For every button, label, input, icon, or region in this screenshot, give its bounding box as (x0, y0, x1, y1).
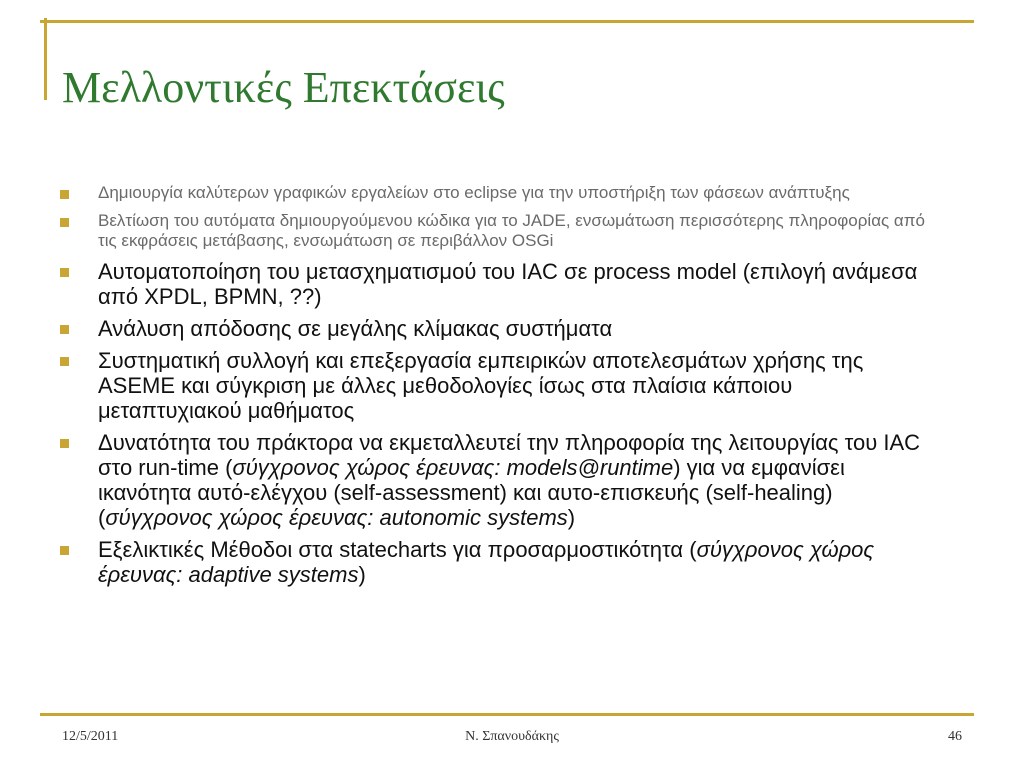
bullet-text-italic: σύγχρονος χώρος έρευνας: models@runtime (232, 455, 674, 480)
square-bullet-icon (60, 190, 69, 199)
footer-date: 12/5/2011 (62, 729, 119, 744)
bullet-text: Δημιουργία καλύτερων γραφικών εργαλείων στο eclipse για την υποστήριξη των φάσεων ανάπτυξης (98, 183, 850, 202)
square-bullet-icon (60, 325, 69, 334)
bullet-item (60, 259, 940, 309)
bullet-item (60, 430, 940, 530)
square-bullet-icon (60, 546, 69, 555)
bullet-item (60, 211, 940, 251)
bullet-item (60, 348, 940, 423)
bullet-text: Αυτοματοποίηση του μετασχηματισμού του IAC σε process model (επιλογή ανάμεσα από XPDL, BPMN, ??) (98, 259, 918, 309)
bullet-item (60, 316, 940, 341)
bullet-text: ) (567, 505, 576, 530)
bullet-item (60, 537, 940, 587)
bullet-list (60, 183, 940, 594)
slide-number: 46 (948, 729, 962, 744)
square-bullet-icon (60, 268, 69, 277)
top-rule (40, 20, 974, 23)
square-bullet-icon (60, 357, 69, 366)
slide-title: Μελλοντικές Επεκτάσεις (62, 63, 505, 112)
bullet-text-italic: σύγχρονος χώρος έρευνας: adaptive systems (98, 537, 875, 587)
bullet-text-italic: σύγχρονος χώρος έρευνας: autonomic systems (105, 505, 568, 530)
bullet-text: Δυνατότητα του πράκτορα να εκμεταλλευτεί την πληροφορία της λειτουργίας του IAC στο run-time ( (98, 430, 921, 480)
square-bullet-icon (60, 218, 69, 227)
bullet-text: ) (358, 562, 366, 587)
bullet-text: Βελτίωση του αυτόματα δημιουργούμενου κώδικα για το JADE, ενσωμάτωση περισσότερης πληροφορίας από τις εκφράσεις μετάβασης, ενσωμάτωση σε περιβάλλον OSGi (98, 211, 925, 250)
footer-rule (40, 713, 974, 716)
square-bullet-icon (60, 439, 69, 448)
bullet-item (60, 183, 940, 203)
bullet-text: Ανάλυση απόδοσης σε μεγάλης κλίμακας συστήματα (98, 316, 613, 341)
footer-author: Ν. Σπανουδάκης (465, 729, 559, 744)
bullet-text: Συστηματική συλλογή και επεξεργασία εμπειρικών αποτελεσμάτων χρήσης της ASEME και σύγκριση με άλλες μεθοδολογίες ίσως στα πλαίσια κάποιου μεταπτυχιακού μαθήματος (98, 348, 864, 423)
title-accent-bar (44, 18, 47, 100)
bullet-text: Εξελικτικές Μέθοδοι στα statecharts για προσαρμοστικότητα ( (98, 537, 697, 562)
bullet-text: ) για να εμφανίσει ικανότητα αυτό-ελέγχου (self-assessment) και αυτο-επισκευής (self-healing) ( (98, 455, 845, 530)
